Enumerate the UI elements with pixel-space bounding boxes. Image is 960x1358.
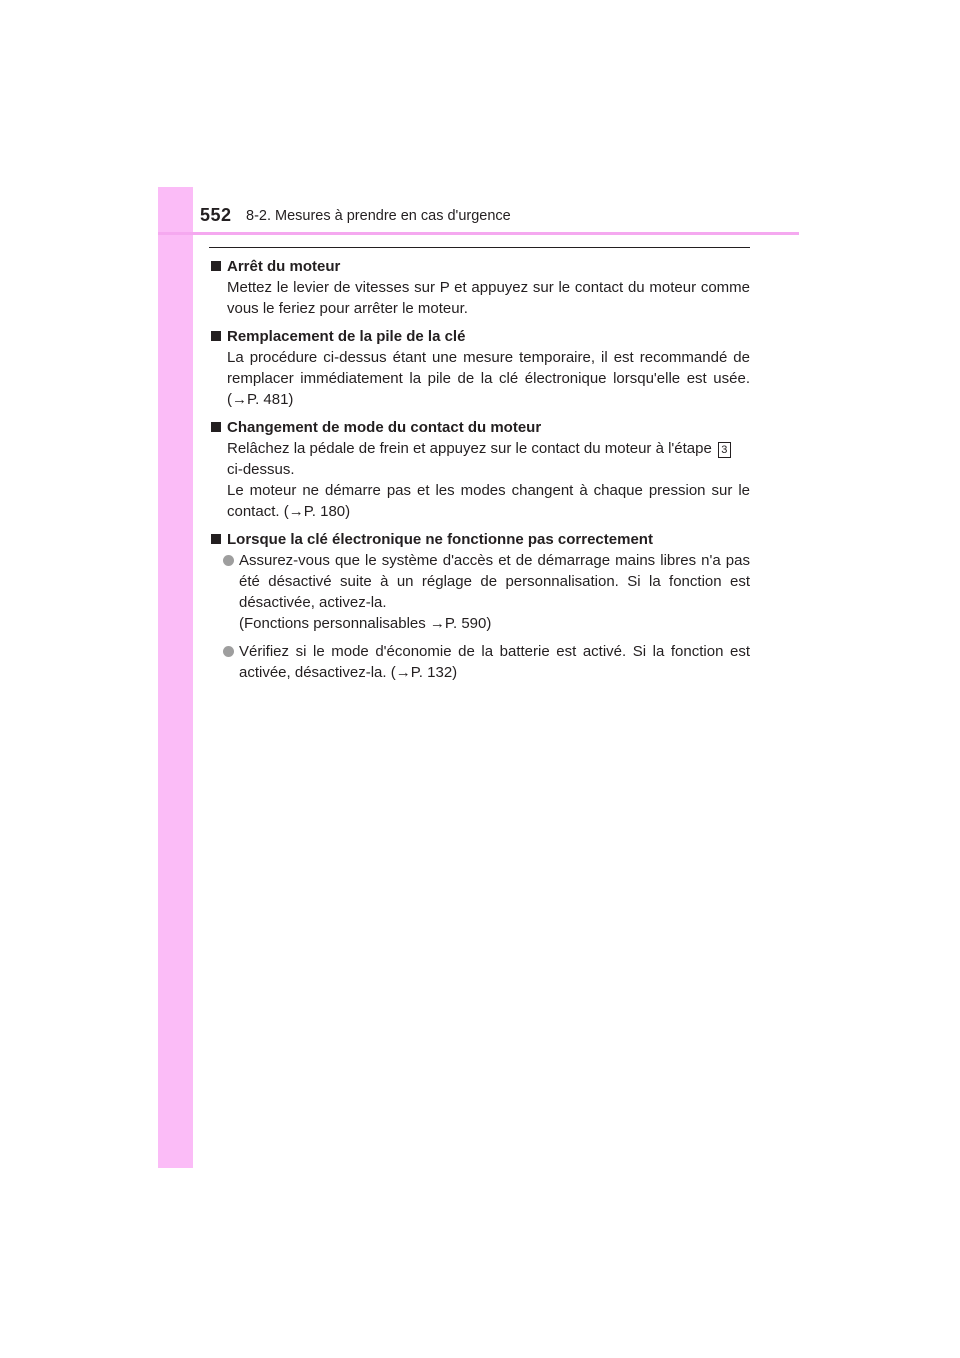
square-bullet-icon	[211, 331, 221, 341]
item-changement-mode	[209, 417, 750, 522]
item-heading	[209, 326, 750, 347]
item-title: Changement de mode du contact du moteur	[227, 419, 542, 436]
circle-bullet-icon	[223, 555, 234, 566]
item-paragraph	[209, 277, 750, 319]
bullet-item	[209, 550, 750, 634]
item-title: Lorsque la clé électronique ne fonctionne pas correctement	[227, 531, 653, 548]
square-bullet-icon	[211, 422, 221, 432]
item-title: Remplacement de la pile de la clé	[227, 328, 466, 345]
text-line: été désactivé suite à un réglage de personnalisation. Si la fonction est	[239, 573, 750, 590]
text-line-part: Relâchez la pédale de frein et appuyez sur le contact du moteur à l'étape	[227, 440, 712, 457]
text-line: Mettez le levier de vitesses sur P et appuyez sur le contact du moteur comme	[227, 279, 750, 296]
section-title: 8-2. Mesures à prendre en cas d'urgence	[246, 208, 511, 224]
text-line: Assurez-vous que le système d'accès et de démarrage mains libres n'a pas	[239, 552, 750, 569]
text-line: remplacer immédiatement la pile de la clé électronique lorsqu'elle est usée.	[227, 370, 750, 387]
text-line	[227, 438, 750, 459]
item-cle-electronique	[209, 529, 750, 683]
bullet-text	[239, 550, 750, 634]
text-line: vous le feriez pour arrêter le moteur.	[227, 300, 468, 317]
item-heading	[209, 256, 750, 277]
circle-bullet-icon	[223, 646, 234, 657]
item-title: Arrêt du moteur	[227, 258, 341, 275]
item-remplacement-pile	[209, 326, 750, 410]
text-line: ci-dessus.	[227, 461, 295, 478]
bullet-text	[239, 641, 750, 683]
step-number-box: 3	[718, 442, 731, 458]
item-arret-moteur	[209, 256, 750, 319]
item-paragraph	[209, 438, 750, 522]
text-line: Vérifiez si le mode d'économie de la batterie est activé. Si la fonction est	[239, 643, 750, 660]
text-line: La procédure ci-dessus étant une mesure temporaire, il est recommandé de	[227, 349, 750, 366]
content-rule	[209, 247, 750, 248]
page-reference: (→P. 481)	[227, 391, 294, 408]
item-heading	[209, 417, 750, 438]
text-line: désactivée, activez-la.	[239, 594, 387, 611]
page-number: 552	[200, 205, 232, 225]
square-bullet-icon	[211, 534, 221, 544]
bullet-item	[209, 641, 750, 683]
item-paragraph	[209, 347, 750, 410]
item-heading	[209, 529, 750, 550]
page-reference: (Fonctions personnalisables →P. 590)	[239, 615, 492, 632]
pink-side-band	[158, 187, 193, 1168]
square-bullet-icon	[211, 261, 221, 271]
text-line: Le moteur ne démarre pas et les modes changent à chaque pression sur le	[227, 482, 750, 499]
page-reference: activée, désactivez-la. (→P. 132)	[239, 664, 458, 681]
page-reference: contact. (→P. 180)	[227, 503, 351, 520]
content-body	[209, 256, 750, 690]
header-divider	[158, 232, 799, 235]
